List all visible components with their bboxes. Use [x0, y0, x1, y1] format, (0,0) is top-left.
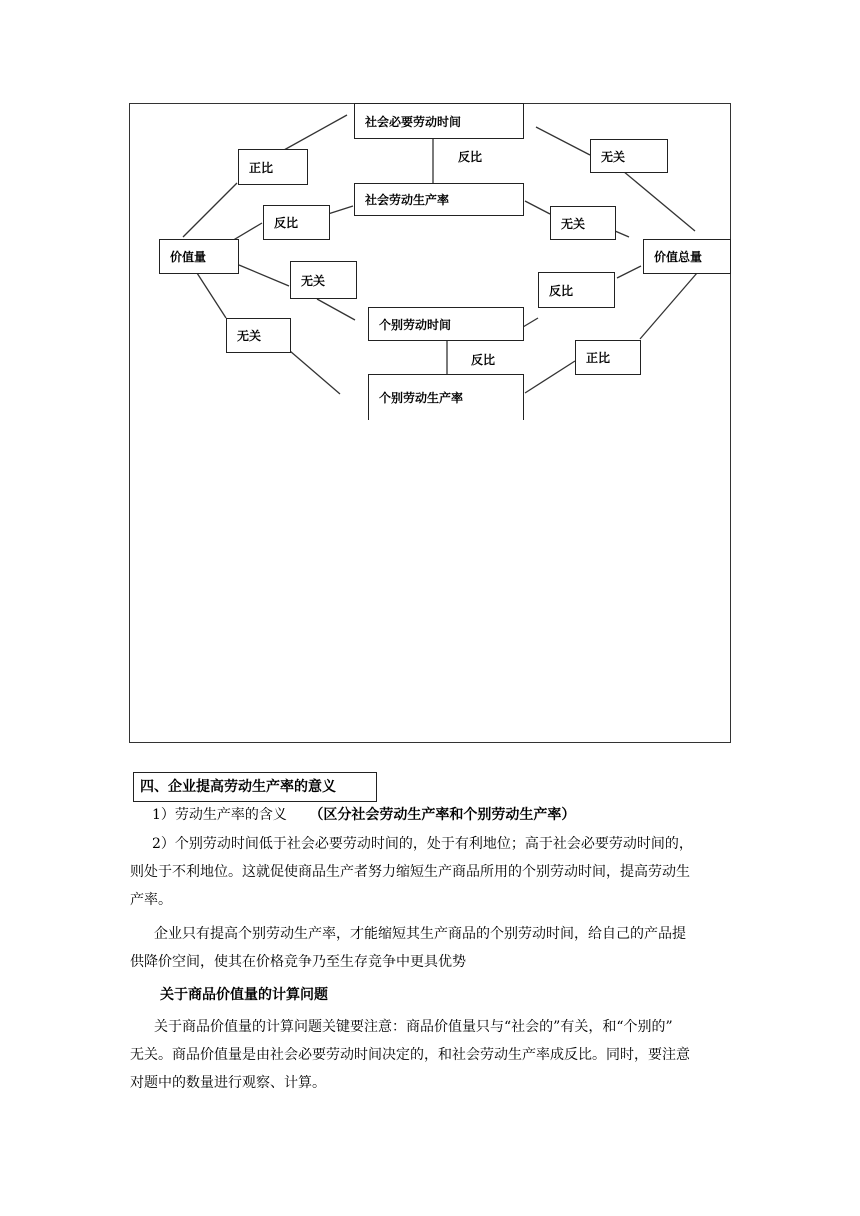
line-left-top-a: [183, 183, 237, 237]
calc-heading: 关于商品价值量的计算问题: [160, 987, 328, 1003]
relation-left-bottom: 无关: [226, 318, 291, 353]
line-left-bottom-b: [290, 351, 340, 394]
relation-center-bottom: 反比: [471, 353, 496, 367]
line-right-bottom-a: [525, 361, 575, 393]
line-right-second-b: [615, 231, 629, 237]
point-2-line-1: 2）个别劳动时间低于社会必要劳动时间的，处于有利地位；高于社会必要劳动时间的，: [152, 836, 693, 852]
line-right-third-a: [523, 318, 538, 327]
paragraph-line-1: 企业只有提高个别劳动生产率，才能缩短其生产商品的个别劳动时间，给自己的产品提: [154, 926, 686, 942]
line-right-bottom-b: [640, 273, 697, 339]
box-individual-labor-time: 个别劳动时间: [368, 307, 524, 341]
point-1-note: （区分社会劳动生产率和个别劳动生产率）: [309, 807, 576, 823]
point-2-line-2: 则处于不利地位。这就促使商品生产者努力缩短生产商品所用的个别劳动时间，提高劳动生: [130, 864, 690, 880]
relation-right-third: 反比: [538, 272, 615, 308]
calc-heading-row: [130, 982, 732, 1009]
relation-right-top: 无关: [590, 139, 668, 173]
box-social-necessary-labor-time: 社会必要劳动时间: [354, 103, 524, 139]
point-1: [130, 802, 732, 829]
relation-left-top: 正比: [238, 149, 308, 185]
line-right-top-a: [536, 127, 590, 155]
relation-left-third: 无关: [290, 261, 357, 299]
box-total-value: 价值总量: [643, 239, 731, 274]
relation-left-second: 反比: [263, 205, 330, 240]
point-2-line-3: 产率。: [130, 892, 172, 908]
box-individual-labor-productivity: 个别劳动生产率: [368, 374, 524, 420]
box-social-labor-productivity: 社会劳动生产率: [354, 183, 524, 216]
line-right-second-a: [525, 201, 550, 214]
line-right-third-b: [617, 266, 641, 278]
relation-right-second: 无关: [550, 206, 616, 240]
section-heading: 四、企业提高劳动生产率的意义: [133, 772, 377, 802]
line-left-second-b: [328, 206, 353, 214]
calc-line-2: 无关。商品价值量是由社会必要劳动时间决定的，和社会劳动生产率成反比。同时，要注意: [130, 1047, 690, 1063]
paragraph-line-2: 供降价空间，使其在价格竞争乃至生存竞争中更具优势: [130, 954, 466, 970]
point-1-text: 1）劳动生产率的含义: [152, 807, 287, 823]
line-left-third-a: [239, 265, 289, 286]
calc-line-1: 关于商品价值量的计算问题关键要注意：商品价值量只与“社会的”有关，和“个别的”: [154, 1019, 673, 1035]
calc-line-3: 对题中的数量进行观察、计算。: [130, 1075, 326, 1091]
relation-center-top: 反比: [458, 150, 483, 164]
relation-right-bottom: 正比: [575, 340, 641, 375]
line-left-bottom-a: [197, 273, 226, 318]
line-left-third-b: [317, 299, 355, 320]
line-right-top-b: [623, 171, 695, 231]
box-value-quantity: 价值量: [159, 239, 239, 274]
